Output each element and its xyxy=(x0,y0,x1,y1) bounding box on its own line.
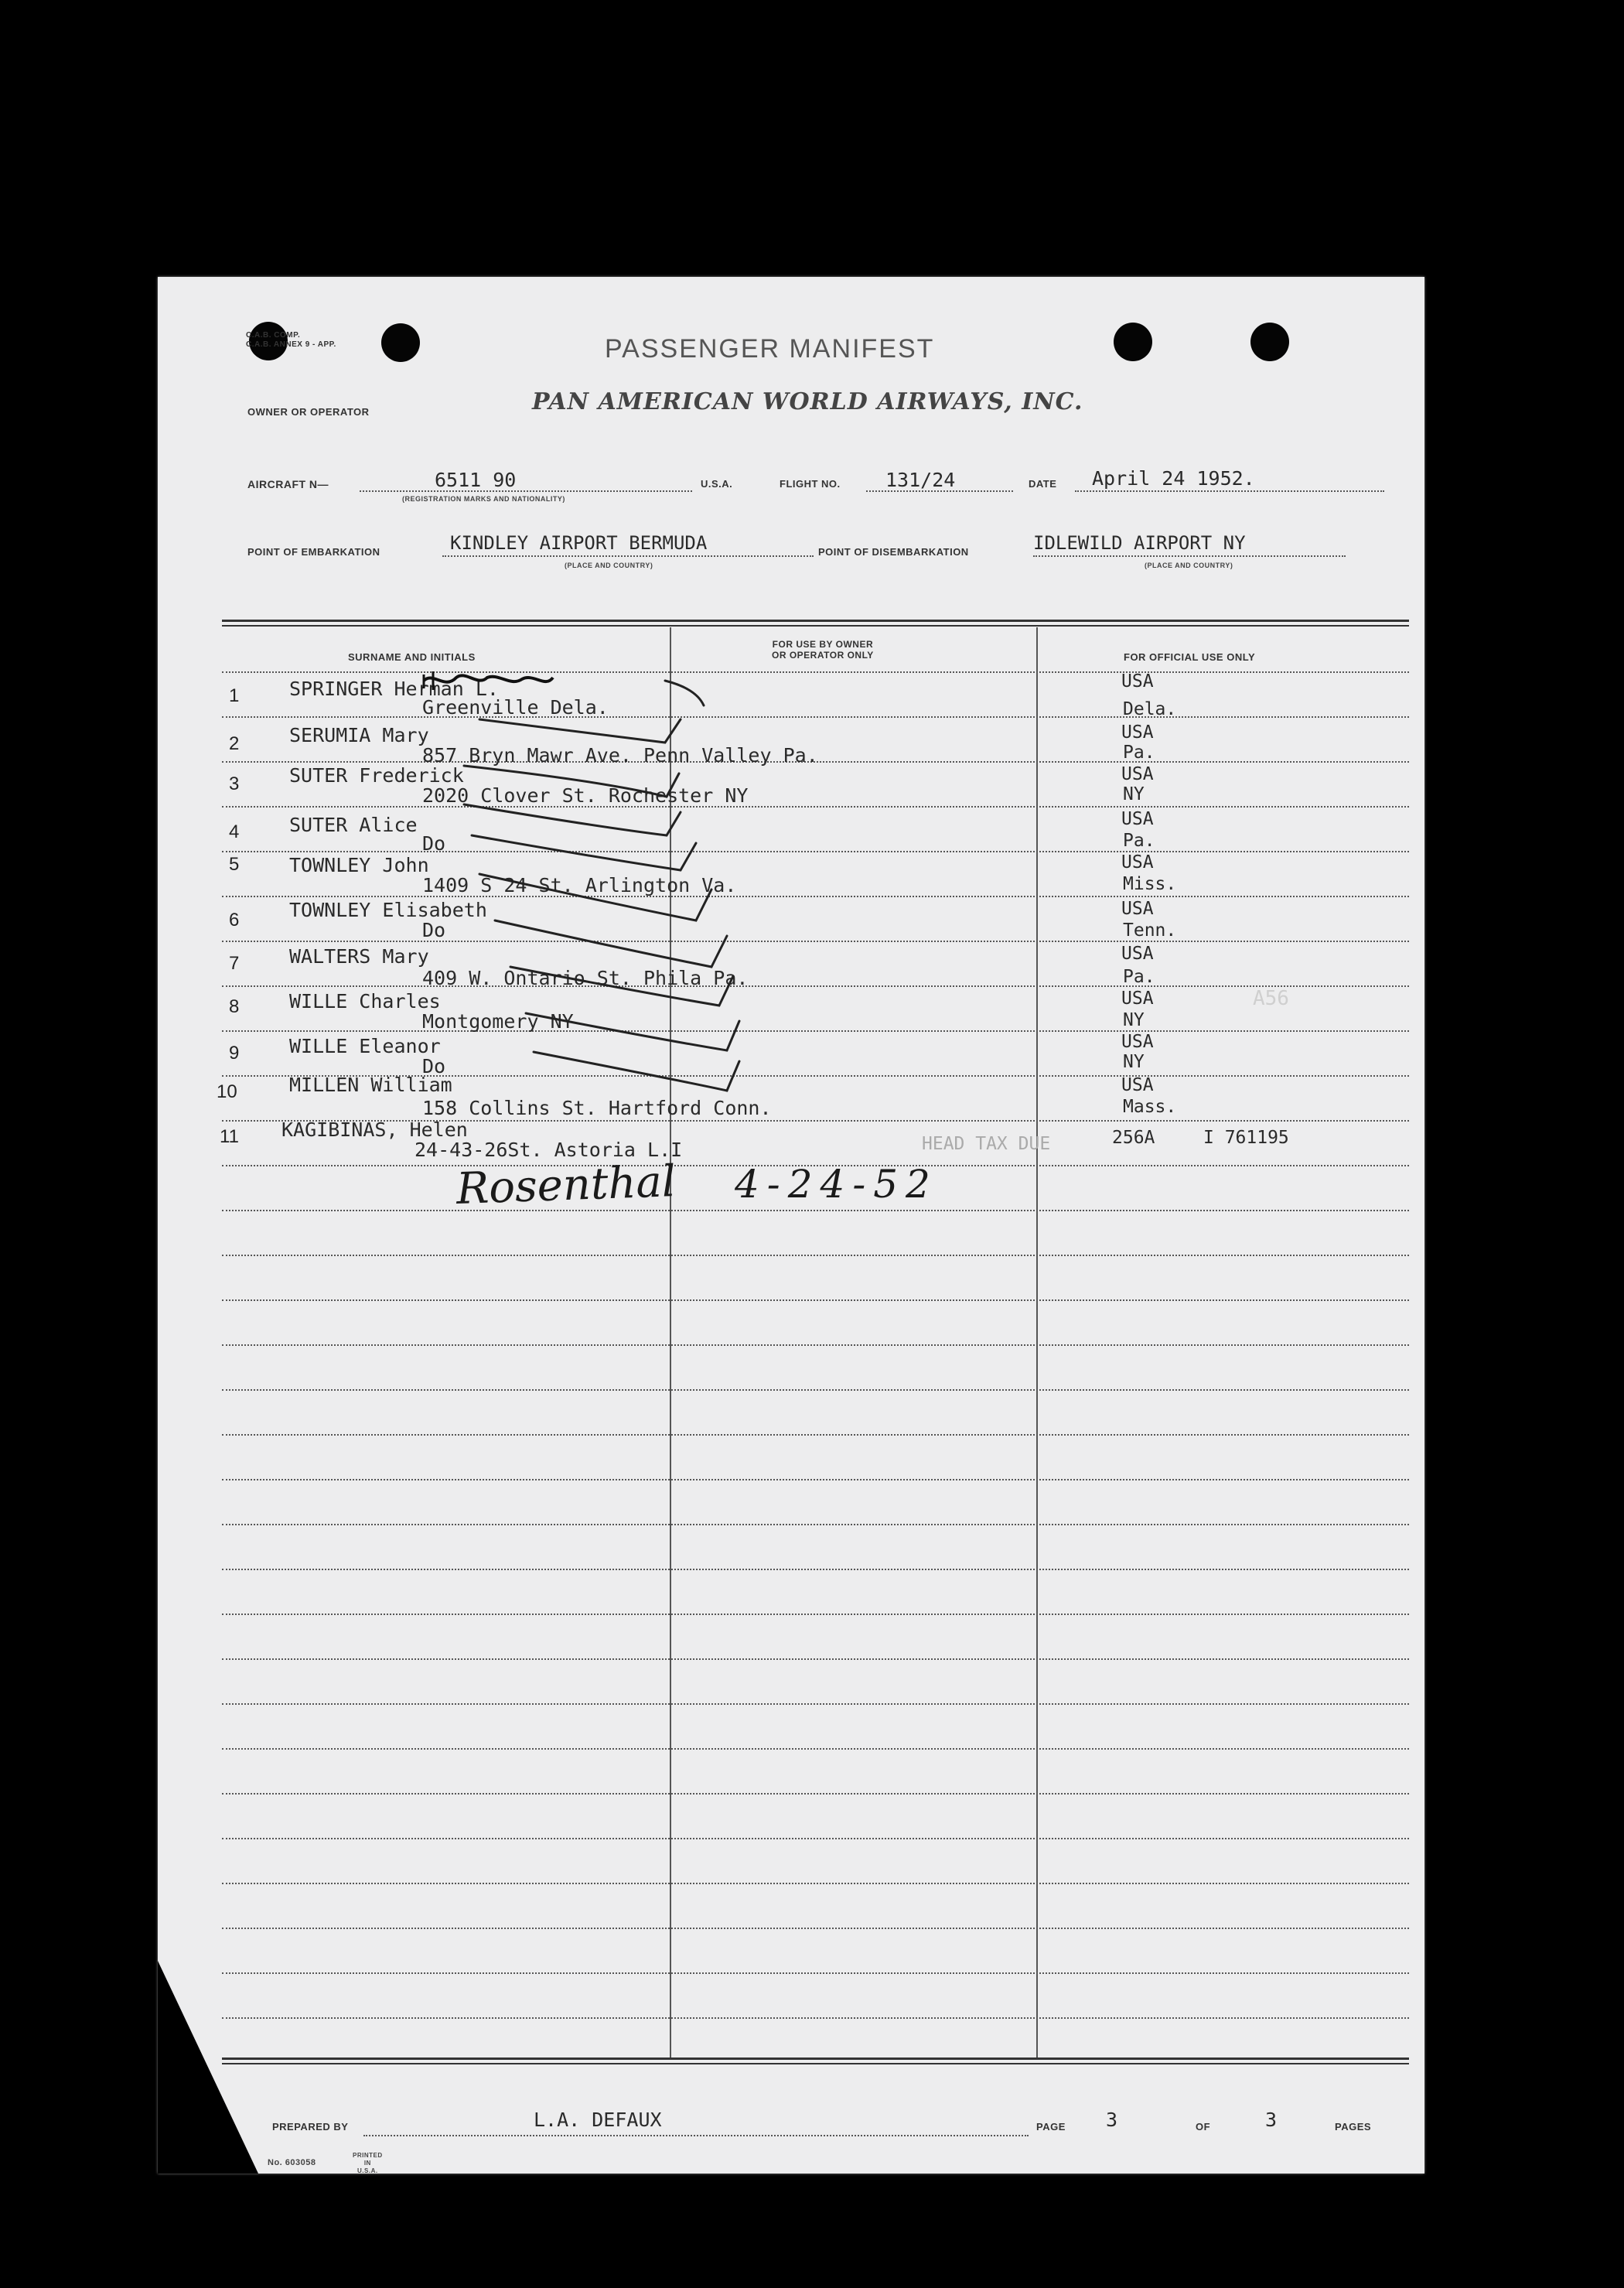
embarkation-label: POINT OF EMBARKATION xyxy=(247,546,380,558)
passenger-address: 1409 S 24 St. Arlington Va. xyxy=(422,874,737,896)
passenger-name: SPRINGER Herman L. xyxy=(289,678,499,700)
aircraft-caption: (REGISTRATION MARKS AND NATIONALITY) xyxy=(402,495,565,503)
page-value: 3 xyxy=(1106,2109,1118,2131)
embarkation-value: KINDLEY AIRPORT BERMUDA xyxy=(450,532,708,554)
head-tax-label: HEAD TAX DUE xyxy=(922,1134,1051,1154)
nationality: USA xyxy=(1121,989,1154,1009)
col-header-owner-use: FOR USE BY OWNER OR OPERATOR ONLY xyxy=(772,639,874,661)
nationality: USA xyxy=(1121,899,1154,919)
nationality: USA xyxy=(1121,722,1154,743)
col-header-surname: SURNAME AND INITIALS xyxy=(348,651,476,663)
state: Miss. xyxy=(1123,874,1177,894)
head-tax-code: 256A xyxy=(1112,1128,1155,1148)
airline-name: PAN AMERICAN WORLD AIRWAYS, INC. xyxy=(532,388,1083,415)
state: NY xyxy=(1123,1052,1145,1072)
page-title: PASSENGER MANIFEST xyxy=(605,334,935,364)
aircraft-label: AIRCRAFT N— xyxy=(247,478,329,490)
row-number: 6 xyxy=(229,910,240,931)
row-number: 9 xyxy=(229,1043,240,1064)
faint-mark: A56 xyxy=(1253,987,1289,1010)
passenger-address: Do xyxy=(422,919,446,941)
state: NY xyxy=(1123,784,1145,804)
disembarkation-value: IDLEWILD AIRPORT NY xyxy=(1033,532,1246,554)
form-number-top: C.A.B. COMP. C.A.B. ANNEX 9 - APP. xyxy=(246,331,336,349)
date-value: April 24 1952. xyxy=(1092,467,1255,490)
passenger-name: KAGIBINAS, Helen xyxy=(281,1118,468,1141)
nationality: USA xyxy=(1121,852,1154,873)
state: Dela. xyxy=(1123,699,1177,719)
nationality: USA xyxy=(1121,671,1154,692)
row-number: 7 xyxy=(229,953,240,974)
row-number: 3 xyxy=(229,773,240,794)
nationality: USA xyxy=(1121,764,1154,784)
nationality: USA xyxy=(1121,1075,1154,1095)
passenger-name: WILLE Charles xyxy=(289,990,441,1013)
nationality: USA xyxy=(1121,1032,1154,1052)
owner-label: OWNER OR OPERATOR xyxy=(247,406,370,418)
passenger-name: SUTER Frederick xyxy=(289,764,464,787)
usa-label: U.S.A. xyxy=(701,478,733,490)
row-number: 10 xyxy=(217,1081,237,1102)
passenger-address: 158 Collins St. Hartford Conn. xyxy=(422,1097,772,1119)
nationality: USA xyxy=(1121,809,1154,829)
state: Pa. xyxy=(1123,967,1155,987)
of-label: OF xyxy=(1196,2121,1211,2133)
row-number: 11 xyxy=(220,1126,239,1147)
col-header-official: FOR OFFICIAL USE ONLY xyxy=(1124,651,1256,663)
disembarkation-label: POINT OF DISEMBARKATION xyxy=(818,546,969,558)
printed-label: PRINTED IN U.S.A. xyxy=(353,2152,383,2174)
passenger-address: Do xyxy=(422,1055,446,1077)
passenger-address: 409 W. Ontario St. Phila Pa. xyxy=(422,967,749,989)
state: NY xyxy=(1123,1010,1145,1030)
passenger-name: TOWNLEY Elisabeth xyxy=(289,899,487,921)
of-value: 3 xyxy=(1265,2109,1278,2131)
passenger-name: WALTERS Mary xyxy=(289,945,429,968)
passenger-address: 2020 Clover St. Rochester NY xyxy=(422,784,749,807)
pages-label: PAGES xyxy=(1335,2121,1372,2133)
passenger-address: 857 Bryn Mawr Ave. Penn Valley Pa. xyxy=(422,744,818,767)
passenger-address: Do xyxy=(422,832,446,855)
state: Tenn. xyxy=(1123,920,1177,941)
passenger-address: Greenville Dela. xyxy=(422,696,609,719)
row-number: 2 xyxy=(229,733,240,754)
row-number: 4 xyxy=(229,821,240,842)
flight-value: 131/24 xyxy=(885,469,956,491)
state: Pa. xyxy=(1123,831,1155,851)
date-label: DATE xyxy=(1029,478,1057,490)
page-label: PAGE xyxy=(1036,2121,1066,2133)
passenger-name: TOWNLEY John xyxy=(289,854,429,876)
passenger-address: Montgomery NY xyxy=(422,1010,574,1033)
row-number: 8 xyxy=(229,996,240,1017)
flight-label: FLIGHT NO. xyxy=(780,478,841,490)
row-number: 1 xyxy=(229,685,240,706)
passenger-name: SUTER Alice xyxy=(289,814,418,836)
passenger-name: WILLE Eleanor xyxy=(289,1035,441,1057)
passenger-address: 24-43-26St. Astoria L.I xyxy=(415,1139,683,1161)
prepared-label: PREPARED BY xyxy=(272,2121,349,2133)
row-number: 5 xyxy=(229,854,240,875)
passenger-name: MILLEN William xyxy=(289,1074,452,1096)
disembarkation-caption: (PLACE AND COUNTRY) xyxy=(1145,562,1233,569)
handwritten-date: 4-24-52 xyxy=(735,1162,938,1207)
state: Mass. xyxy=(1123,1097,1177,1117)
passenger-name: SERUMIA Mary xyxy=(289,724,429,746)
form-code: No. 603058 xyxy=(268,2158,316,2167)
embarkation-caption: (PLACE AND COUNTRY) xyxy=(565,562,653,569)
state: Pa. xyxy=(1123,743,1155,763)
aircraft-value: 6511 90 xyxy=(435,469,517,491)
handwritten-signature: Rosenthal xyxy=(455,1156,677,1214)
nationality: USA xyxy=(1121,944,1154,964)
head-tax-number: I 761195 xyxy=(1203,1128,1289,1148)
prepared-value: L.A. DEFAUX xyxy=(534,2109,662,2131)
